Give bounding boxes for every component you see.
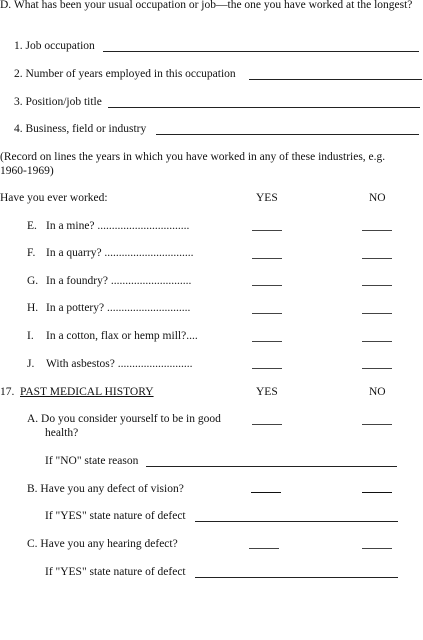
section-number: 17.	[0, 386, 15, 398]
list-item-letter: E.	[27, 220, 37, 232]
list-item-letter: H.	[27, 302, 39, 314]
position-title-label: 3. Position/job title	[14, 96, 102, 108]
list-item-letter: G.	[27, 275, 39, 287]
hearing-defect-field[interactable]	[195, 577, 398, 578]
mill-no-blank[interactable]	[362, 341, 392, 342]
asbestos-yes-blank[interactable]	[252, 368, 282, 369]
foundry-yes-blank[interactable]	[252, 285, 282, 286]
hearing-no-blank[interactable]	[362, 548, 392, 549]
vision-defect-field[interactable]	[195, 521, 398, 522]
vision-defect-label: If "YES" state nature of defect	[45, 510, 186, 522]
list-item-text: With asbestos? ..........................	[46, 358, 193, 370]
quarry-yes-blank[interactable]	[252, 258, 282, 259]
list-item-letter: F.	[27, 247, 36, 259]
list-item-letter: J.	[27, 358, 35, 370]
quarry-no-blank[interactable]	[362, 258, 392, 259]
list-item-text: In a cotton, flax or hemp mill?....	[46, 330, 198, 342]
good-health-no-blank[interactable]	[362, 424, 392, 425]
vision-yes-blank[interactable]	[251, 492, 281, 493]
position-title-field[interactable]	[108, 107, 420, 108]
worked-question: Have you ever worked:	[0, 192, 108, 204]
list-item-letter: I.	[27, 330, 34, 342]
pottery-yes-blank[interactable]	[252, 313, 282, 314]
industry-years-note: (Record on lines the years in which you have worked in any of these industries, e.g. 1960-1969)	[0, 151, 386, 177]
hearing-yes-blank[interactable]	[249, 548, 279, 549]
business-field-field[interactable]	[156, 134, 419, 135]
years-employed-field[interactable]	[249, 79, 422, 80]
mine-yes-blank[interactable]	[252, 230, 282, 231]
business-field-label: 4. Business, field or industry	[14, 123, 147, 135]
health-reason-label: If "NO" state reason	[45, 455, 139, 467]
mine-no-blank[interactable]	[362, 230, 392, 231]
hearing-defect-label: If "YES" state nature of defect	[45, 566, 186, 578]
good-health-question: A. Do you consider yourself to be in good health?	[27, 413, 221, 439]
list-item-text: In a mine? ................................	[46, 220, 190, 232]
vision-no-blank[interactable]	[362, 492, 392, 493]
mill-yes-blank[interactable]	[252, 341, 282, 342]
pottery-no-blank[interactable]	[362, 313, 392, 314]
job-occupation-label: 1. Job occupation	[14, 40, 95, 52]
good-health-yes-blank[interactable]	[252, 424, 282, 425]
asbestos-no-blank[interactable]	[362, 368, 392, 369]
worked-yes-header: YES	[256, 192, 278, 204]
years-employed-label: 2. Number of years employed in this occupation	[14, 68, 236, 80]
list-item-text: In a pottery? .............................	[46, 302, 191, 314]
section-d-question: D. What has been your usual occupation or job—the one you have worked at the longest?	[0, 0, 413, 11]
vision-defect-question: B. Have you any defect of vision?	[27, 483, 184, 495]
section-heading: PAST MEDICAL HISTORY	[20, 386, 154, 398]
medical-no-header: NO	[369, 386, 386, 398]
medical-yes-header: YES	[256, 386, 278, 398]
list-item-text: In a quarry? ...............................	[46, 247, 194, 259]
foundry-no-blank[interactable]	[362, 285, 392, 286]
hearing-defect-question: C. Have you any hearing defect?	[27, 538, 178, 550]
worked-no-header: NO	[369, 192, 386, 204]
job-occupation-field[interactable]	[103, 51, 419, 52]
list-item-text: In a foundry? ............................	[46, 275, 192, 287]
health-reason-field[interactable]	[146, 466, 397, 467]
